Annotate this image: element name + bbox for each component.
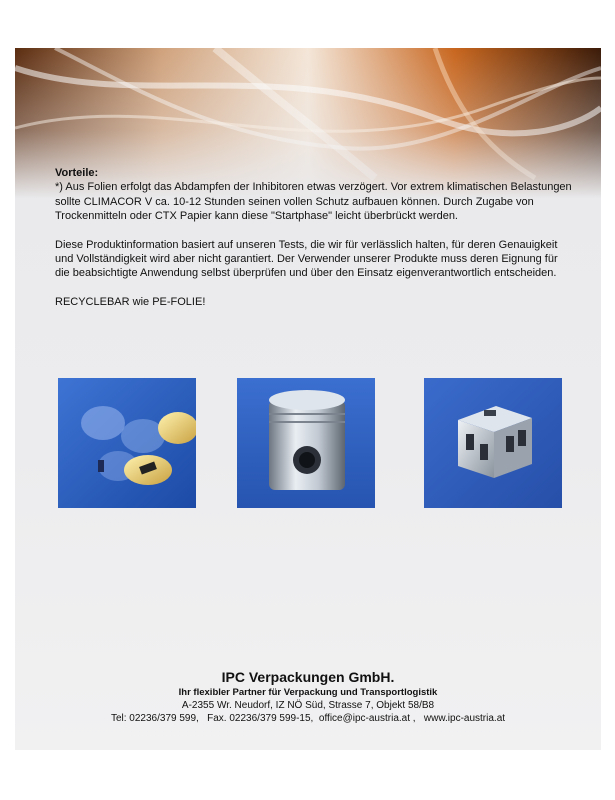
product-photos (15, 378, 601, 508)
company-contact: Tel: 02236/379 599, Fax. 02236/379 599-15, office@ipc-austria.at , www.ipc-austria.at (110, 713, 506, 724)
body-text (55, 166, 575, 309)
photo-coin-emitters (58, 378, 196, 508)
paragraph-inhibitors: *) Aus Folien erfolgt das Abdampfen der Inhibitoren etwas verzögert. Vor extrem klimatischen Belastungen sollte CLIMACOR V ca. 10-12 Stunden seinen vollen Schutz aufbauen können. Durch Zugabe von Trockenmitteln oder CTX Papier kann diese "Startphase" leicht überbrückt werden. (55, 181, 572, 223)
section-heading: Vorteile: (55, 167, 99, 179)
paragraph-disclaimer: Diese Produktinformation basiert auf unseren Tests, die wir für verlässlich halten, für deren Genauigkeit und Vollständigkeit wird aber nicht garantiert. Der Verwender unserer Produkte muss deren Eignung für die beabsichtigte Anwendung selbst überprüfen und über den Einsatz eigenverantwortlich entscheiden. (55, 238, 558, 280)
company-footer (15, 668, 601, 725)
company-tagline: Ihr flexibler Partner für Verpackung und Transportlogistik (178, 687, 438, 698)
paragraph-recyclable: RECYCLEBAR wie PE-FOLIE! (55, 295, 206, 308)
photo-piston (237, 378, 375, 508)
photo-metal-part (424, 378, 562, 508)
company-name: IPC Verpackungen GmbH. (221, 669, 395, 685)
document-page (15, 48, 601, 750)
company-address: A-2355 Wr. Neudorf, IZ NÖ Süd, Strasse 7, Objekt 58/B8 (181, 700, 435, 711)
